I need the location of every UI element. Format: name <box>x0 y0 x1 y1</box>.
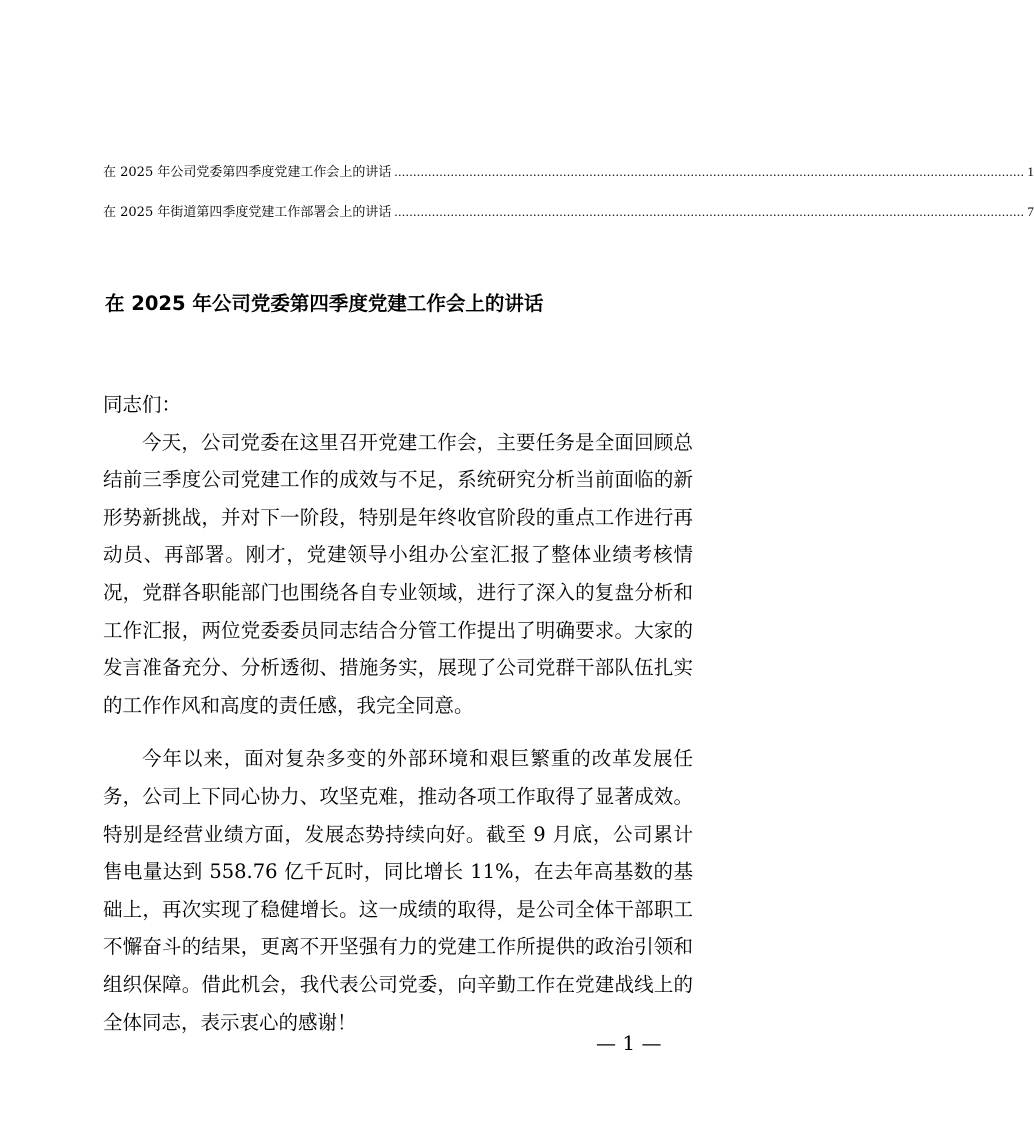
toc-entry-page: 1 <box>1027 164 1034 179</box>
toc-entry-title: 在 2025 年街道第四季度党建工作部署会上的讲话 <box>103 205 392 220</box>
toc-entry[interactable] <box>103 202 1034 223</box>
salutation: 同志们： <box>103 393 182 416</box>
body-paragraph: 今年以来，面对复杂多变的外部环境和艰巨繁重的改革发展任务，公司上下同心协力、攻坚克难，推动各项工作取得了显著成效。特别是经营业绩方面，发展态势持续向好。截至 9 月底，公司累计售电量达到 558.76 亿千瓦时，同比增长 11%，在去年高基数的基础上，再次实现了稳健增长。这一成绩的取得，是公司全体干部职工不懈奋斗的结果，更离不开坚强有力的党建工作所提供的政治引领和组织保障。借此机会，我代表公司党委，向辛勤工作在党建战线上的全体同志，表示衷心的感谢！ <box>103 747 693 1034</box>
toc-entry-page: 7 <box>1027 204 1034 219</box>
article-title: 在 2025 年公司党委第四季度党建工作会上的讲话 <box>105 292 544 315</box>
toc-entry-title: 在 2025 年公司党委第四季度党建工作会上的讲话 <box>103 165 392 180</box>
toc-leader-dots: ........................................................................................................................................................................ <box>394 204 1025 219</box>
article-body <box>103 386 693 1041</box>
page-number: — 1 — <box>596 1031 662 1055</box>
toc-leader-dots: ........................................................................................................................................................................ <box>394 164 1025 179</box>
toc-entry[interactable] <box>103 162 1034 183</box>
body-paragraph: 今天，公司党委在这里召开党建工作会，主要任务是全面回顾总结前三季度公司党建工作的成效与不足，系统研究分析当前面临的新形势新挑战，并对下一阶段，特别是年终收官阶段的重点工作进行再动员、再部署。刚才，党建领导小组办公室汇报了整体业绩考核情况，党群各职能部门也围绕各自专业领域，进行了深入的复盘分析和工作汇报，两位党委委员同志结合分管工作提出了明确要求。大家的发言准备充分、分析透彻、措施务实，展现了公司党群干部队伍扎实的工作作风和高度的责任感，我完全同意。 <box>103 430 693 717</box>
